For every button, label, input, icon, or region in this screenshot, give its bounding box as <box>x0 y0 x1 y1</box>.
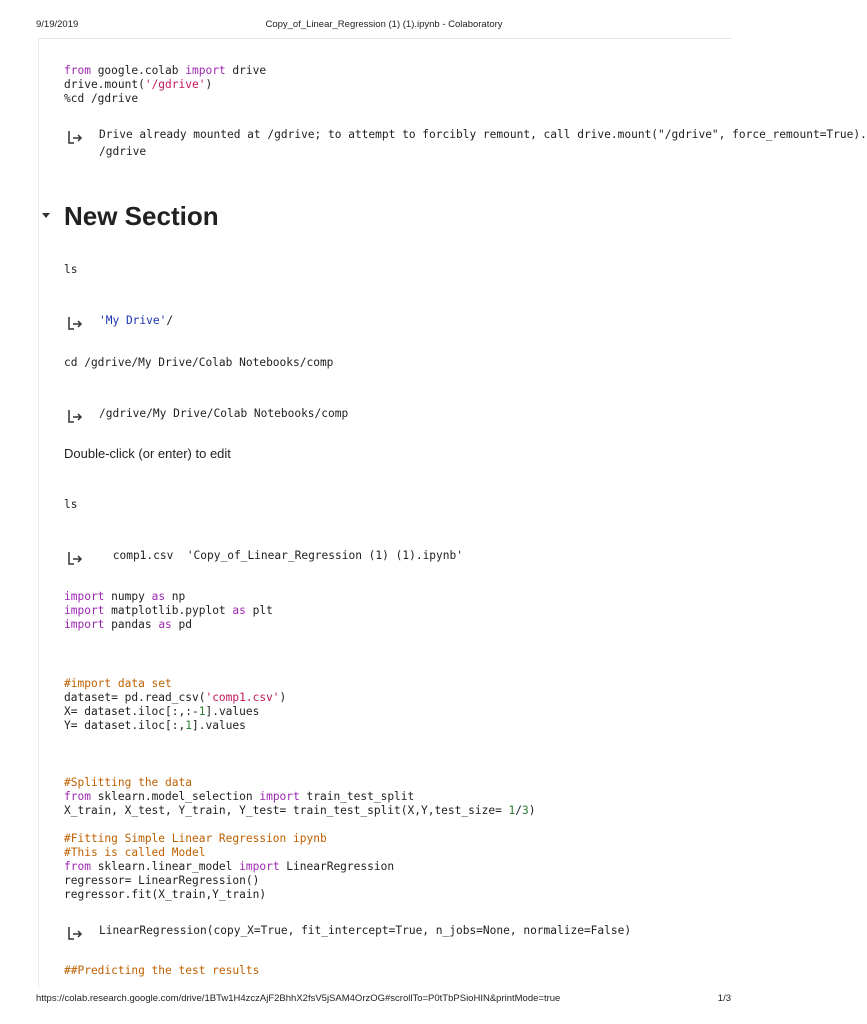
output-text: /gdrive/My Drive/Colab Notebooks/comp <box>99 407 349 420</box>
top-divider <box>38 38 732 39</box>
text-cell-placeholder[interactable]: Double-click (or enter) to edit <box>64 446 231 461</box>
output-text: LinearRegression(copy_X=True, fit_intercept=True, n_jobs=None, normalize=False) <box>99 924 632 937</box>
output-cell-fit <box>64 922 732 952</box>
print-url: https://colab.research.google.com/drive/1BTw1H4zczAjF2BhhX2fsV5jSAM4OrzOG#scrollTo=P0tTbPSioHIN&printMode=true <box>36 993 561 1004</box>
print-title: Copy_of_Linear_Regression (1) (1).ipynb - Colaboratory <box>265 19 503 30</box>
output-arrow-icon <box>67 129 83 145</box>
output-arrow-icon <box>67 315 83 331</box>
code-cell-cd[interactable]: cd /gdrive/My Drive/Colab Notebooks/comp <box>64 356 334 369</box>
print-header <box>0 19 768 33</box>
print-footer <box>0 993 768 1007</box>
print-date: 9/19/2019 <box>36 19 79 30</box>
output-arrow-icon <box>67 925 83 941</box>
output-cell-cd <box>64 405 732 435</box>
output-cell-mount <box>64 126 867 162</box>
output-arrow-icon <box>67 550 83 566</box>
caret-down-icon[interactable] <box>42 213 50 218</box>
code-cell-mount[interactable]: from google.colab import drive drive.mount('/gdrive') %cd /gdrive <box>64 64 267 105</box>
page-number: 1/3 <box>717 993 731 1004</box>
output-text: comp1.csv 'Copy_of_Linear_Regression (1) (1).ipynb' <box>106 549 463 562</box>
code-cell-ls-2[interactable]: ls <box>64 498 78 511</box>
left-divider <box>38 38 39 988</box>
code-cell-ls[interactable]: ls <box>64 263 78 276</box>
code-cell-split[interactable]: #Splitting the data from sklearn.model_selection import train_test_split X_train, X_test, Y_train, Y_test= train_test_split(X,Y,test_size= 1/3) <box>64 776 536 817</box>
section-heading: New Section <box>64 201 219 231</box>
output-cell-ls-2 <box>64 547 732 577</box>
output-text: Drive already mounted at /gdrive; to attempt to forcibly remount, call drive.mount("/gdrive", force_remount=True). /gdrive <box>99 128 867 158</box>
output-text: 'My Drive'/ <box>99 314 174 327</box>
code-cell-dataset[interactable]: #import data set dataset= pd.read_csv('comp1.csv') X= dataset.iloc[:,:-1].values Y= dataset.iloc[:,1].values <box>64 677 287 732</box>
code-cell-predict[interactable]: ##Predicting the test results <box>64 964 260 977</box>
output-arrow-icon <box>67 408 83 424</box>
code-cell-fit[interactable]: #Fitting Simple Linear Regression ipynb #This is called Model from sklearn.linear_model import LinearRegression regressor= LinearRegression() regressor.fit(X_train,Y_train) <box>64 832 395 901</box>
code-cell-imports[interactable]: import numpy as np import matplotlib.pyplot as plt import pandas as pd <box>64 590 273 631</box>
output-cell-ls <box>64 312 732 342</box>
